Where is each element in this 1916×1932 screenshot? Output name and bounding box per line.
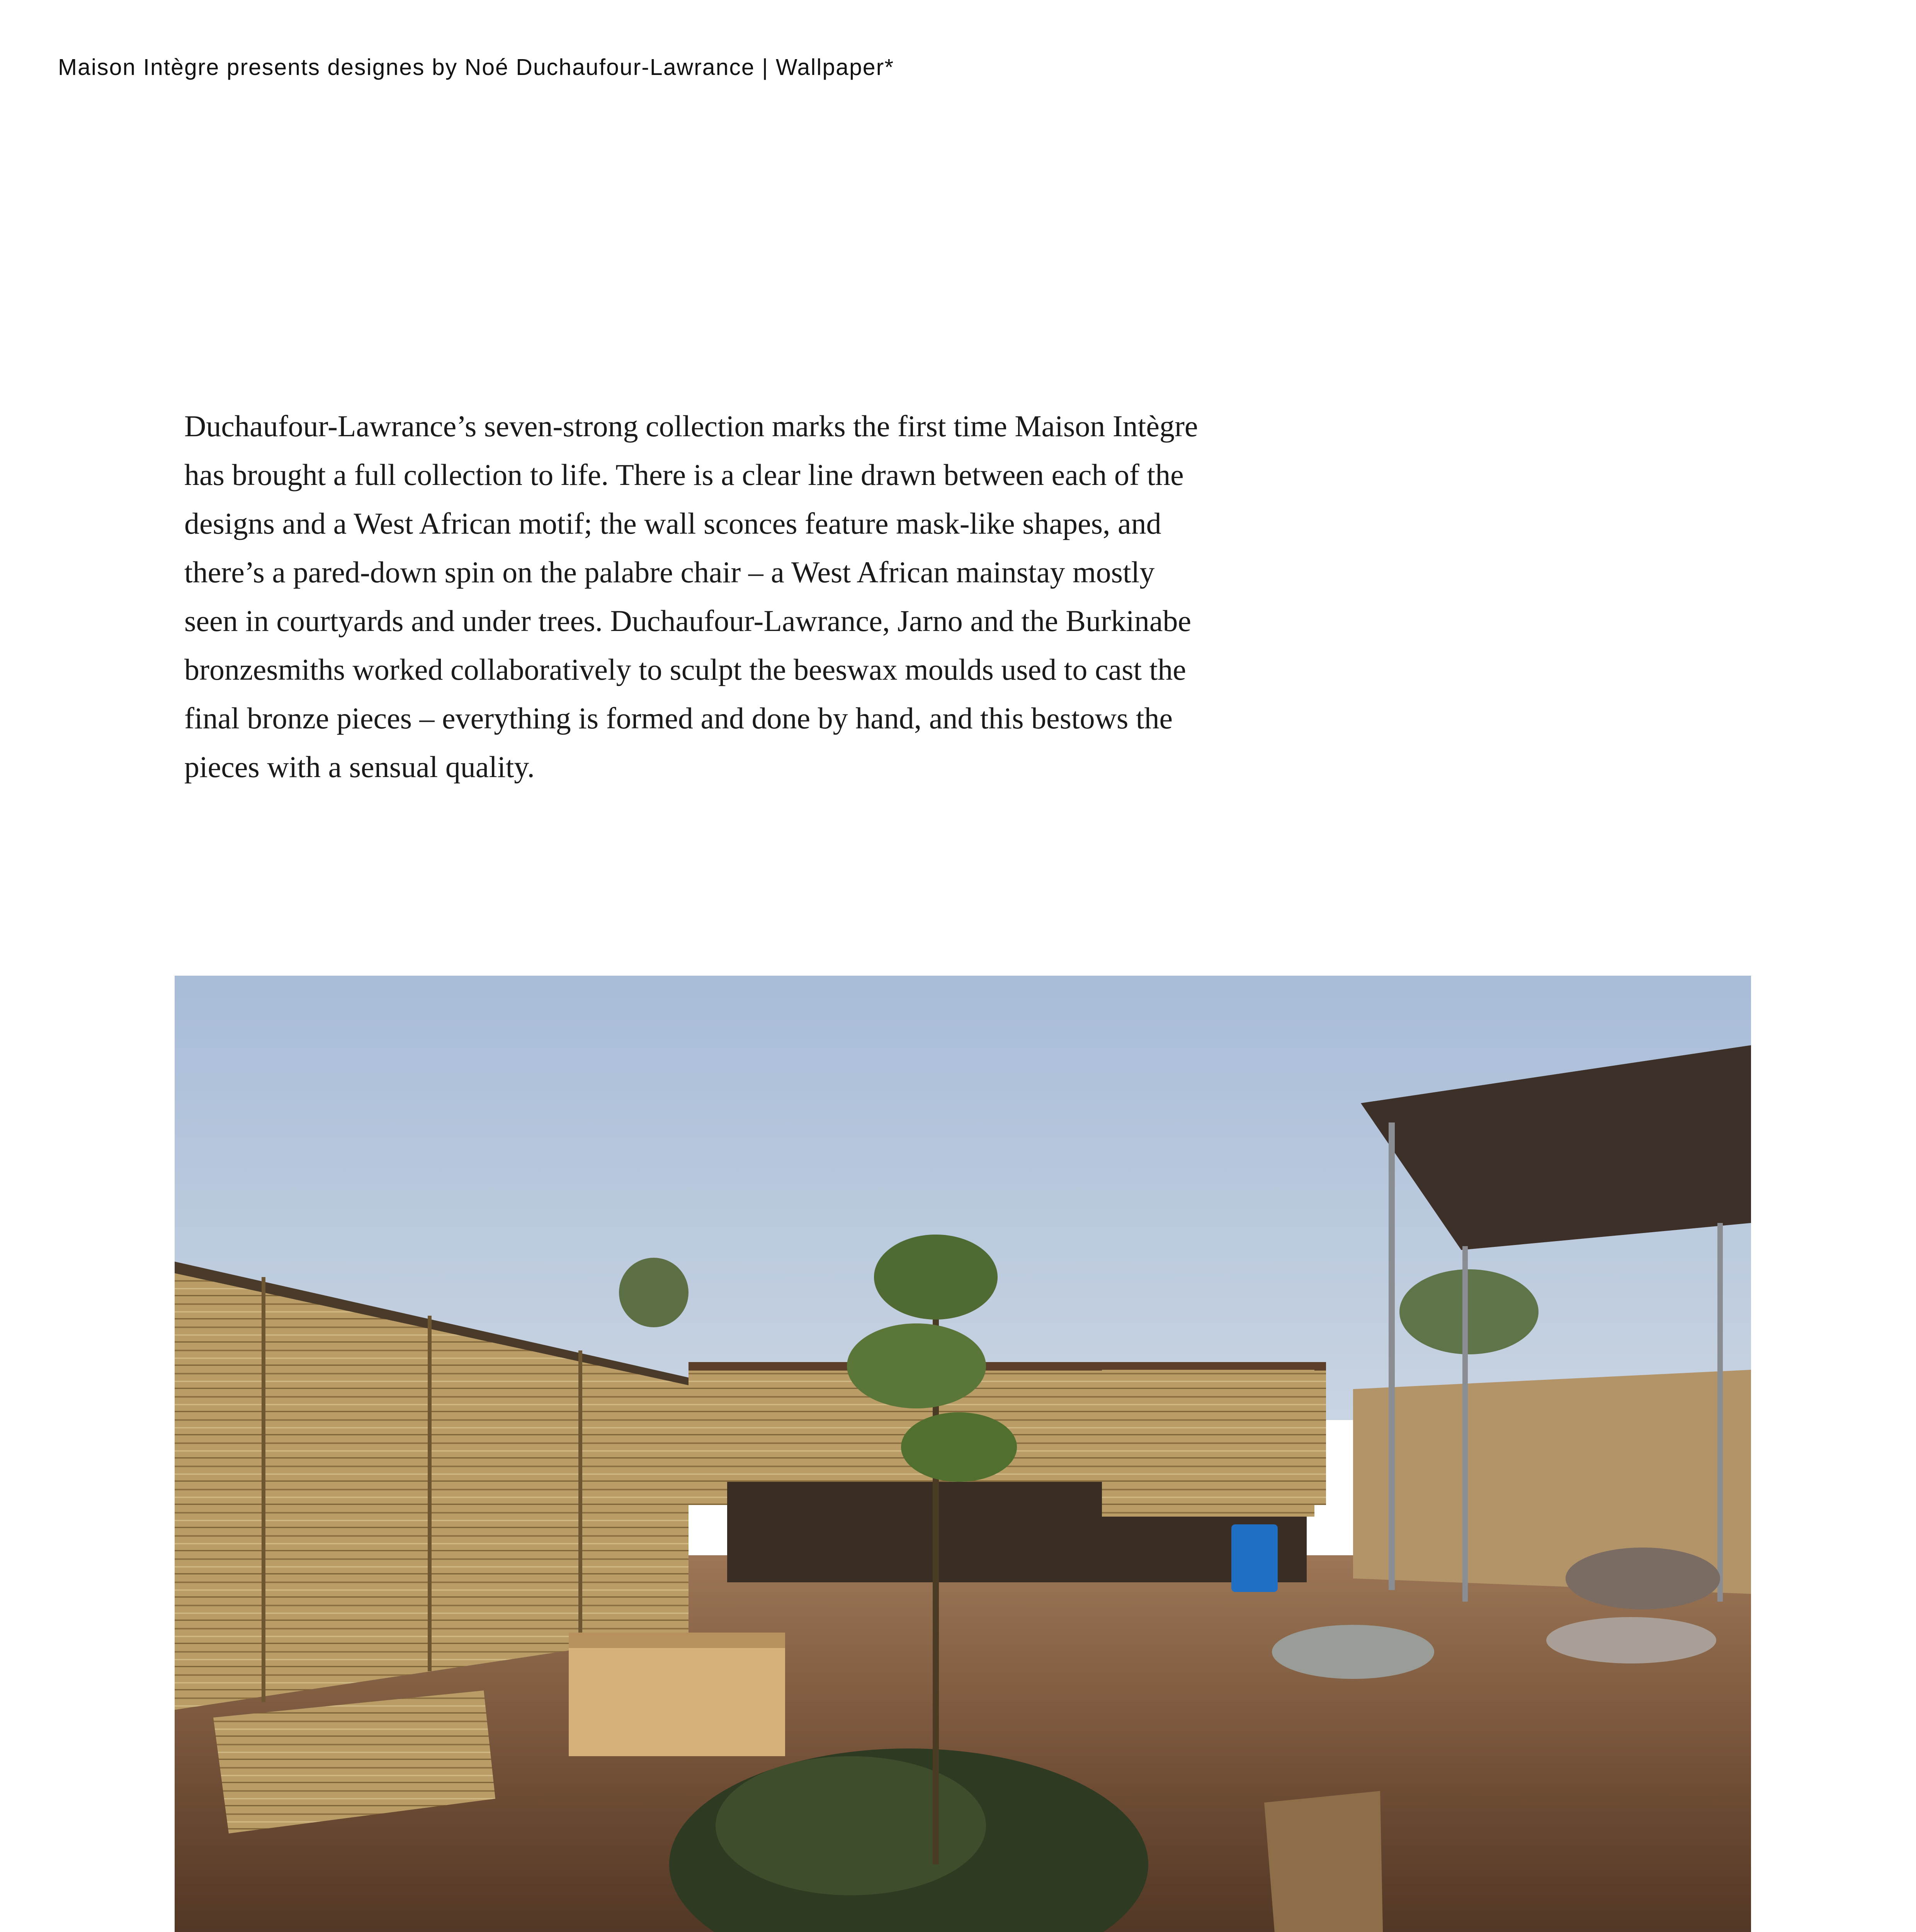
page-title: Maison Intègre presents designes by Noé Duchaufour-Lawrance | Wallpaper* [58, 54, 894, 80]
photo-illustration [175, 976, 1751, 1932]
text-line: seen in courtyards and under trees. Duchaufour-Lawrance, Jarno and the Burkinabe [184, 604, 1192, 638]
workshop-courtyard-photo [175, 976, 1751, 1932]
text-line: there’s a pared-down spin on the palabre chair – a West African mainstay mostly [184, 555, 1155, 589]
text-line: has brought a full collection to life. There is a clear line drawn between each of the [184, 458, 1184, 492]
text-line: Duchaufour-Lawrance’s seven-strong collection marks the first time Maison Intègre [184, 409, 1198, 443]
text-line: bronzesmiths worked collaboratively to sculpt the beeswax moulds used to cast the [184, 653, 1186, 686]
text-line: final bronze pieces – everything is formed and done by hand, and this bestows the [184, 701, 1173, 735]
text-line: pieces with a sensual quality. [184, 750, 535, 784]
intro-paragraph [184, 402, 1328, 791]
text-line: designs and a West African motif; the wall sconces feature mask-like shapes, and [184, 507, 1161, 540]
